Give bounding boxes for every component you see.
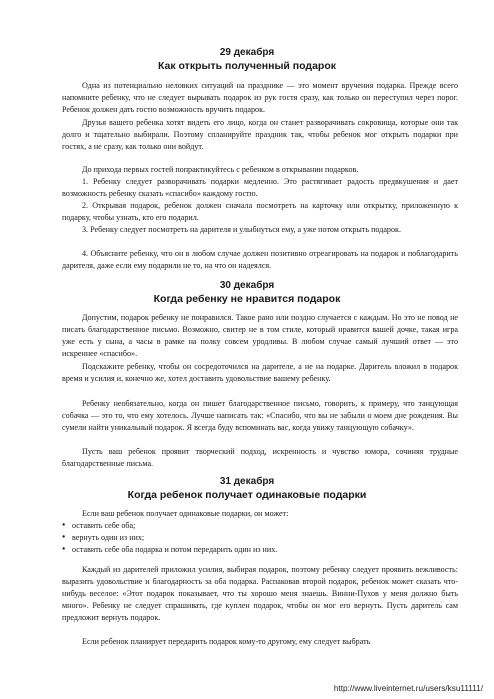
section-title: Как открыть полученный подарок [157, 60, 337, 72]
section-date: 29 декабря [219, 47, 275, 58]
section-title: Когда ребенок получает одинаковые подарки [127, 489, 367, 501]
list-item: ● оставить себе оба; [62, 520, 458, 532]
paragraph: Допустим, подарок ребенку не понравился. Такое рано или поздно случается с каждым. Но это не повод не писать благодарственное письмо. Возможно, свитер не в том стиле, который нравится вашей дочке, такая игра уже есть у сына, а часы в рамке на полку совсем уродливы. В любом случае самый лучший ответ — это искреннее «спасибо». [62, 313, 458, 358]
paragraph: 4. Объясните ребенку, что он в любом случае должен позитивно отреагировать на подарок и поблагодарить дарителя, даже если ему подарили не то, на что он надеялся. [62, 249, 458, 270]
paragraph: Каждый из дарителей приложил усилия, выбирая подарок, поэтому ребенку следует проявить вежливость: выразить удовольствие и благодарность за оба подарка. Распаковав второй подарок, ребенок может сказать что-нибудь веселое: «Этот подарок показывает, что ты хорошо меня знаешь. Винни-Пухов у меня должно быть много». Ребенку не следует спрашивать, где куплен подарок, чтобы он мог его вернуть. Пусть даритель сам предложит вернуть подарок. [62, 565, 458, 622]
paragraph: Подскажите ребенку, чтобы он сосредоточился на дарителе, а не на подарке. Даритель вложил в подарок время и усилия и, конечно же, хотел доставить удовольствие вашему ребенку. [62, 362, 458, 383]
section-title: Когда ребенку не нравится подарок [153, 293, 341, 305]
section-date: 31 декабря [219, 476, 275, 487]
paragraph: До прихода первых гостей попрактикуйтесь с ребенком в открывании подарков. [82, 165, 359, 174]
source-url: http://www.liveinternet.ru/users/ksu11111/ [333, 684, 483, 693]
paragraph: Если ребенок планирует передарить подарок кому-то другому, ему следует выбрать [82, 637, 371, 646]
paragraph: Если ваш ребенок получает одинаковые подарки, он может: [82, 509, 289, 518]
paragraph: 1. Ребенку следует разворачивать подарки медленно. Это растягивает радость предвкушения и дает возможность ребенку сказать «спасибо» каждому гостю. [62, 177, 458, 198]
paragraph: Ребенку необязательно, когда он пишет благодарственное письмо, говорить, к примеру, что танцующая собачка — это то, что ему хотелось. Лучше написать так: «Спасибо, что вы не забыли о моем дне рождения. Вы сумели найти уникальный подарок. Я всегда буду вспоминать вас, когда увижу танцующую собачку». [62, 399, 458, 432]
paragraph: 2. Открывая подарок, ребенок должен сначала посмотреть на карточку или открытку, приложенную к подарку, чтобы узнать, кто его подарил. [62, 201, 458, 222]
section-date: 30 декабря [219, 280, 275, 291]
list-item: ● оставить себе оба подарка и потом передарить один из них. [62, 544, 458, 556]
options-list [62, 520, 458, 556]
paragraph: 3. Ребенку следует посмотреть на дарителя и улыбнуться ему, а уже потом открыть подарок. [82, 225, 401, 234]
paragraph: Друзья вашего ребенка хотят видеть его лицо, когда он станет разворачивать сокровища, которые они так долго и тщательно выбирали. Поэтому спланируйте праздник так, чтобы ребенок мог открыть подарки при гостях, а не сразу, как только они войдут. [62, 118, 458, 151]
list-item: ● вернуть один из них; [62, 532, 458, 544]
paragraph: Пусть ваш ребенок проявит творческий подход, искренность и чувство юмора, сочиняя трудные благодарственные письма. [62, 447, 458, 468]
paragraph: Одна из потенциально неловких ситуаций на празднике — это момент вручения подарка. Прежде всего напомните ребенку, что не следует вырывать подарок из рук гостя сразу, как только он переступил через порог. Ребенок должен дать гостю возможность вручить подарок. [62, 81, 458, 114]
